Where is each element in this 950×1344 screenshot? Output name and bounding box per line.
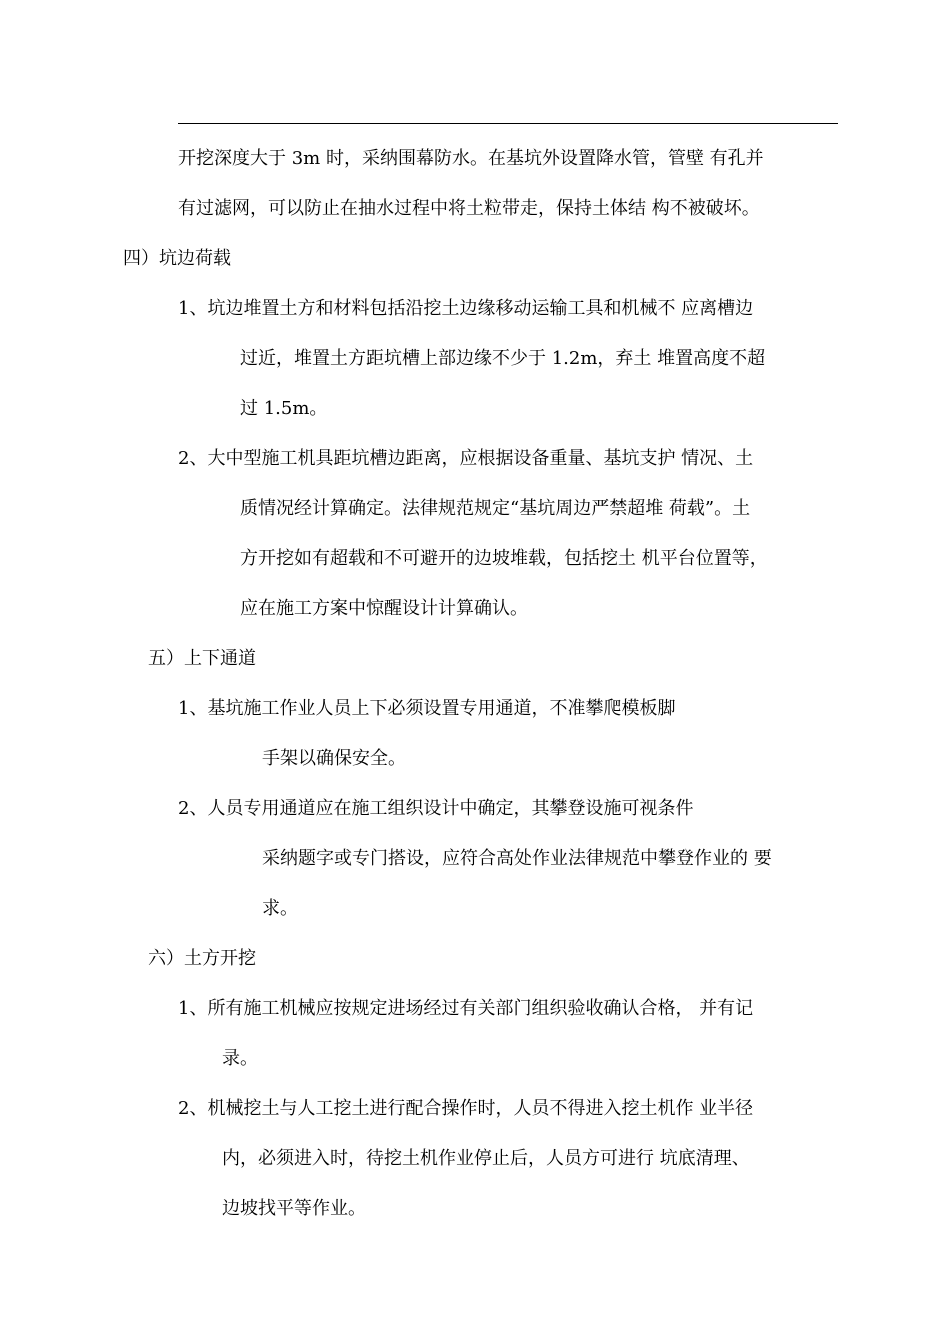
- section-heading-6: 六）土方开挖: [148, 948, 256, 969]
- section5-item2-line-2: 采纳题字或专门搭设，应符合高处作业法律规范中攀登作业的 要: [262, 848, 772, 869]
- section4-item2-line-2: 质情况经计算确定。法律规范规定“基坑周边严禁超堆 荷载”。土: [240, 498, 751, 519]
- intro-line-2: 有过滤网，可以防止在抽水过程中将土粒带走，保持土体结 构不被破坏。: [178, 198, 760, 219]
- section4-item2-line-1: 2、大中型施工机具距坑槽边距离，应根据设备重量、基坑支护 情况、土: [178, 448, 754, 469]
- section4-item2-line-3: 方开挖如有超载和不可避开的边坡堆载，包括挖土 机平台位置等，: [240, 548, 768, 569]
- section6-item1-line-2: 录。: [222, 1048, 258, 1069]
- section6-item2-line-2: 内，必须进入时，待挖土机作业停止后，人员方可进行 坑底清理、: [222, 1148, 750, 1169]
- section-heading-4: 四）坑边荷载: [123, 248, 231, 269]
- section4-item1-line-3: 过 1.5m。: [240, 398, 328, 419]
- section6-item2-line-3: 边坡找平等作业。: [222, 1198, 366, 1219]
- section5-item1-line-1: 1、基坑施工作业人员上下必须设置专用通道，不准攀爬模板脚: [178, 698, 676, 719]
- section5-item2-line-3: 求。: [262, 898, 298, 919]
- header-rule: [178, 123, 838, 124]
- intro-line-1: 开挖深度大于 3m 时，采纳围幕防水。在基坑外设置降水管，管壁 有孔并: [178, 148, 764, 169]
- section-heading-5: 五）上下通道: [148, 648, 256, 669]
- section4-item1-line-2: 过近，堆置土方距坑槽上部边缘不少于 1.2m，弃土 堆置高度不超: [240, 348, 766, 369]
- section6-item1-line-1: 1、所有施工机械应按规定进场经过有关部门组织验收确认合格， 并有记: [178, 998, 754, 1019]
- section5-item1-line-2: 手架以确保安全。: [262, 748, 406, 769]
- section4-item2-line-4: 应在施工方案中惊醒设计计算确认。: [240, 598, 528, 619]
- section6-item2-line-1: 2、机械挖土与人工挖土进行配合操作时，人员不得进入挖土机作 业半径: [178, 1098, 754, 1119]
- section4-item1-line-1: 1、坑边堆置土方和材料包括沿挖土边缘移动运输工具和机械不 应离槽边: [178, 298, 754, 319]
- section5-item2-line-1: 2、人员专用通道应在施工组织设计中确定，其攀登设施可视条件: [178, 798, 694, 819]
